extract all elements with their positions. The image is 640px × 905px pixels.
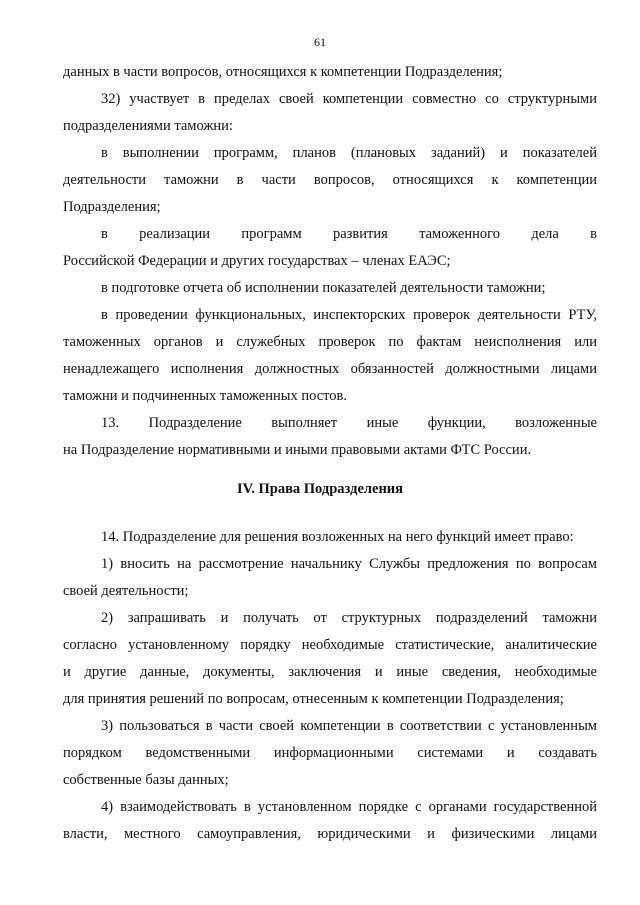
paragraph-line: своей деятельности; (63, 583, 189, 599)
paragraph-line: таможни и подчиненных таможенных постов. (63, 388, 348, 404)
paragraph-line: таможенных органов и служебных проверок по фактам неисполнения или (63, 334, 597, 350)
paragraph-line: в подготовке отчета об исполнении показателей деятельности таможни; (101, 280, 546, 296)
paragraph-line: 3) пользоваться в части своей компетенции в соответствии с установленным (101, 718, 597, 734)
paragraph-line: 32) участвует в пределах своей компетенции совместно со структурными (101, 91, 597, 107)
paragraph-line: власти, местного самоуправления, юридическими и физическими лицами (63, 826, 597, 842)
paragraph-line: на Подразделение нормативными и иными правовыми актами ФТС России. (63, 442, 532, 458)
paragraph-line: ненадлежащего исполнения должностных обязанностей должностными лицами (63, 361, 597, 377)
paragraph-line: подразделениями таможни: (63, 118, 233, 134)
paragraph-line: согласно установленному порядку необходимые статистические, аналитические (63, 637, 597, 653)
paragraph-line: Российской Федерации и других государствах – членах ЕАЭС; (63, 253, 451, 269)
paragraph-line: для принятия решений по вопросам, отнесенным к компетенции Подразделения; (63, 691, 564, 707)
paragraph-line: 1) вносить на рассмотрение начальнику Службы предложения по вопросам (101, 556, 597, 572)
paragraph-line: порядком ведомственными информационными системами и создавать (63, 745, 597, 761)
paragraph-line: 14. Подразделение для решения возложенных на него функций имеет право: (101, 529, 574, 545)
paragraph-line: собственные базы данных; (63, 772, 229, 788)
paragraph-line: в выполнении программ, планов (плановых заданий) и показателей (101, 145, 597, 161)
paragraph-line: в реализации программ развития таможенного дела в (101, 226, 597, 242)
paragraph-line: Подразделения; (63, 199, 161, 215)
paragraph-line: данных в части вопросов, относящихся к компетенции Подразделения; (63, 64, 503, 80)
section-title: IV. Права Подразделения (236, 481, 403, 497)
paragraph-line: и другие данные, документы, заключения и иные сведения, необходимые (63, 664, 597, 680)
page-number: 61 (314, 35, 326, 49)
paragraph-line: 2) запрашивать и получать от структурных подразделений таможни (101, 610, 597, 626)
paragraph-line: в проведении функциональных, инспекторских проверок деятельности РТУ, (101, 307, 597, 323)
paragraph-line: деятельности таможни в части вопросов, относящихся к компетенции (63, 172, 597, 188)
paragraph-line: 13. Подразделение выполняет иные функции, возложенные (101, 415, 597, 431)
paragraph-line: 4) взаимодействовать в установленном порядке с органами государственной (101, 799, 597, 815)
